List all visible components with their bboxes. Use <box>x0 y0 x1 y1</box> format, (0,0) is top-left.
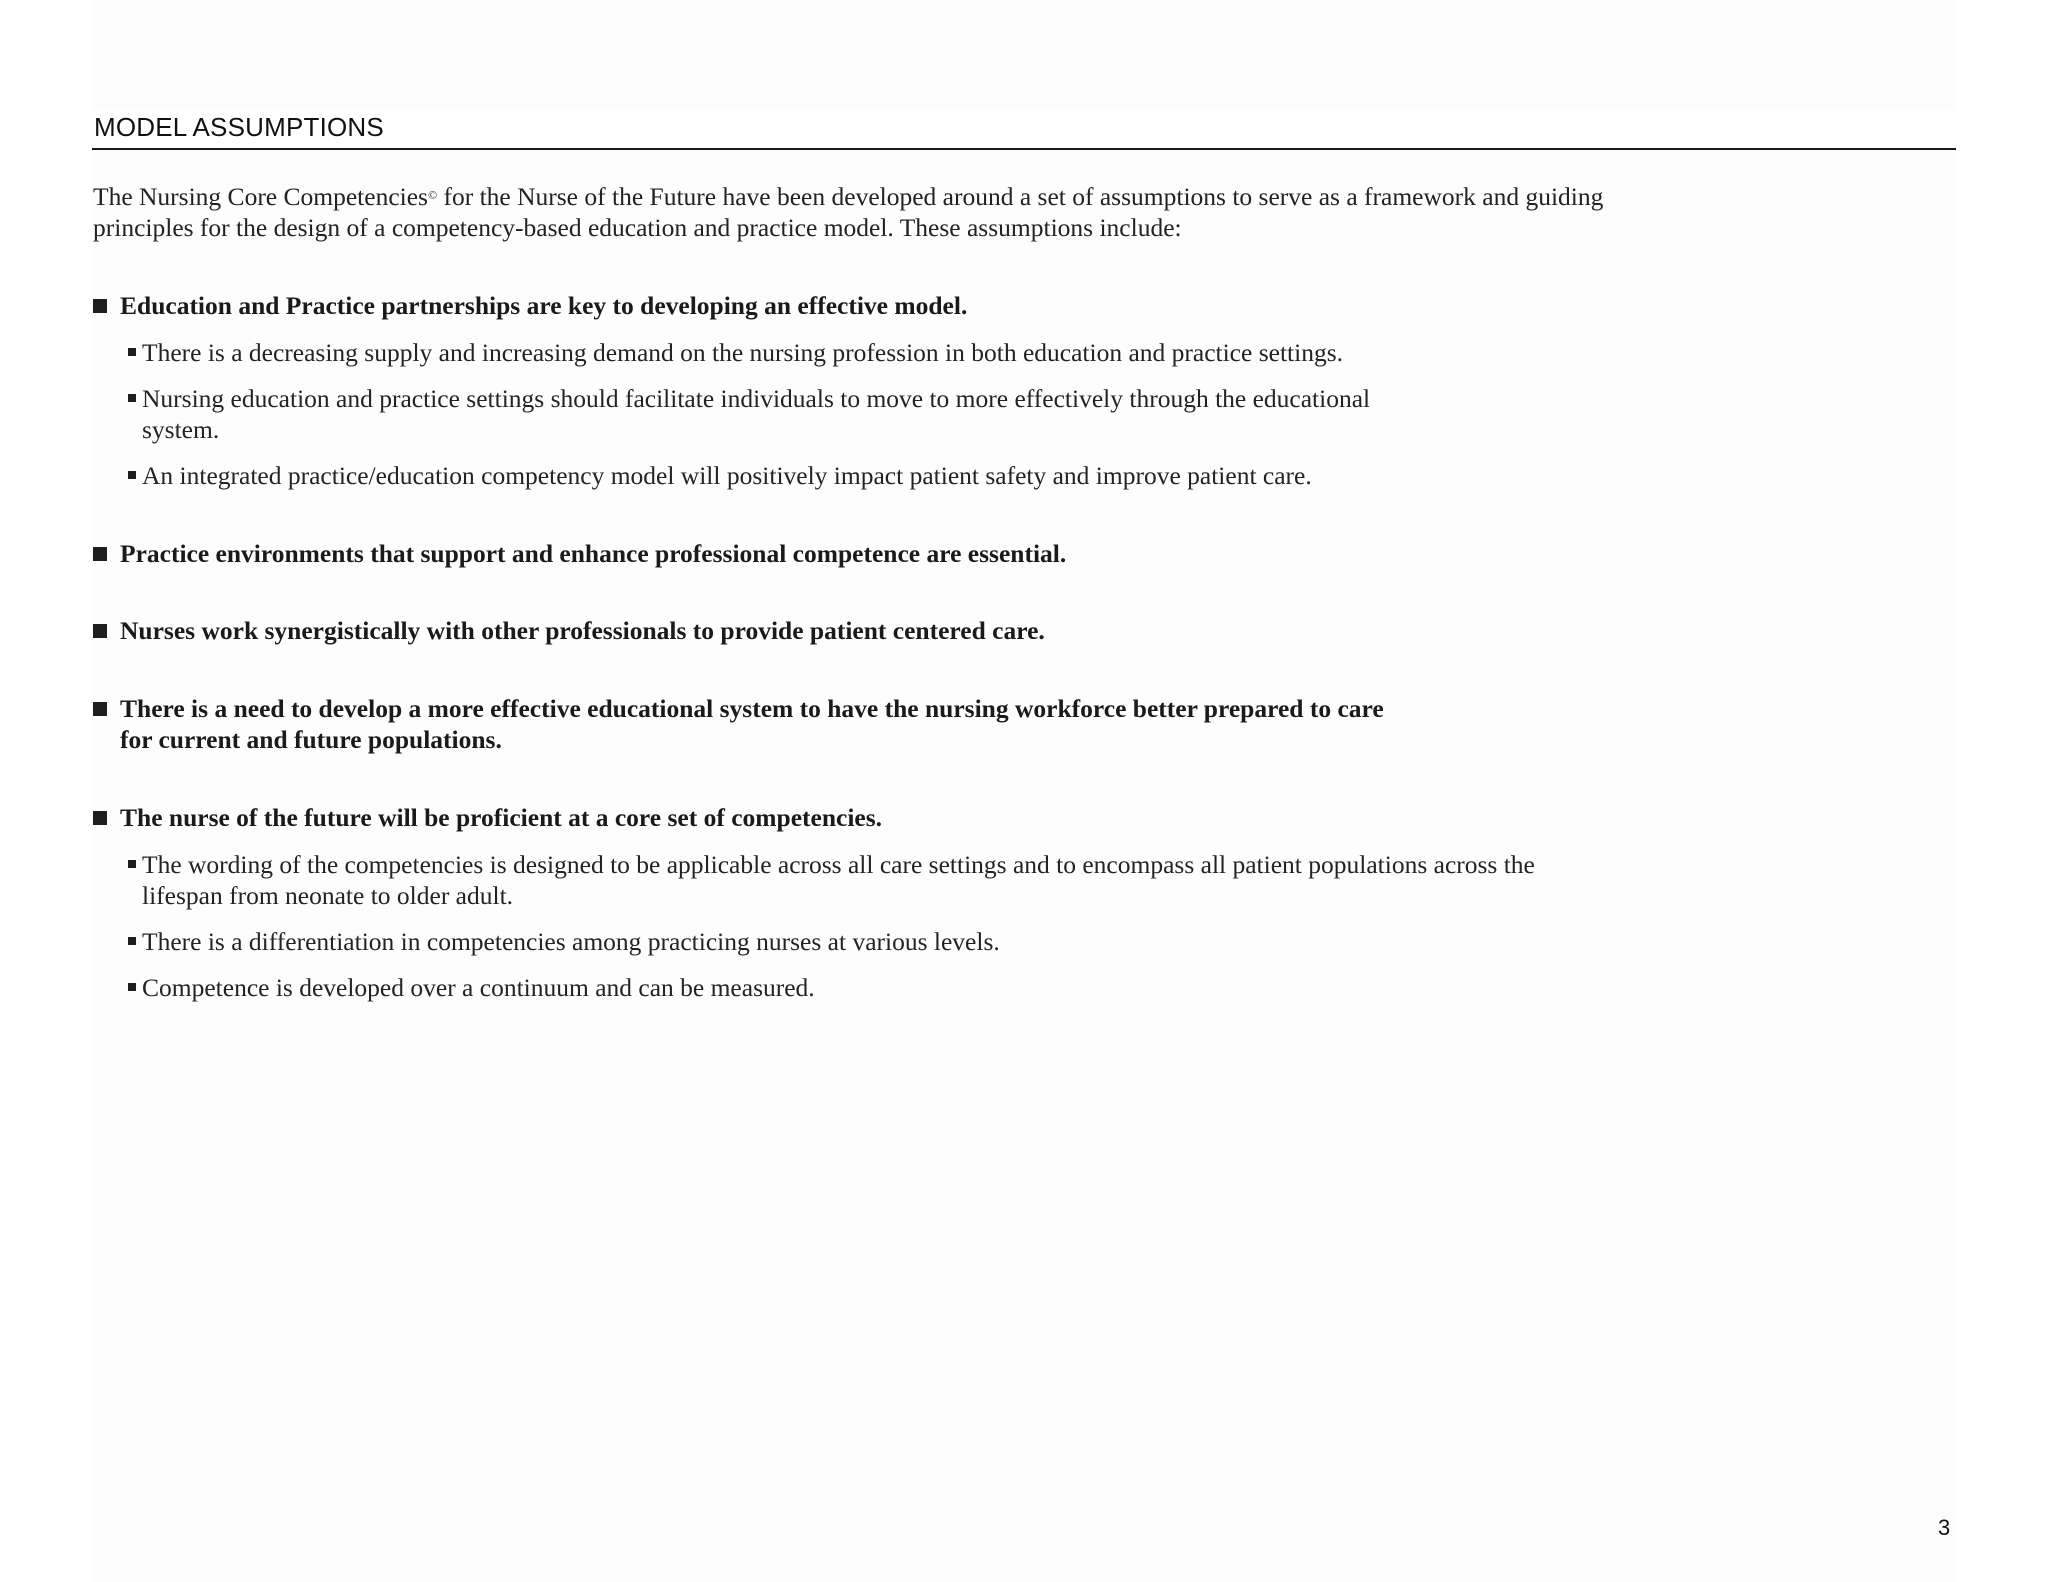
square-bullet-icon <box>93 624 107 638</box>
intro-text-start: The Nursing Core Competencies <box>93 182 428 211</box>
square-bullet-icon <box>93 299 107 313</box>
small-square-bullet-icon <box>128 348 136 356</box>
assumption-text: Practice environments that support and enhance professional competence are essential. <box>120 539 1067 568</box>
small-square-bullet-icon <box>128 983 136 991</box>
assumption-text: There is a need to develop a more effective educational system to have the nursing workforce better prepared to care for current and future populations. <box>120 694 1384 754</box>
sub-assumption-text: An integrated practice/education competency model will positively impact patient safety and improve patient care. <box>142 461 1312 490</box>
page-number: 3 <box>1938 1515 1951 1540</box>
section-header <box>92 110 1956 150</box>
sub-assumption-text: Competence is developed over a continuum and can be measured. <box>142 973 815 1002</box>
small-square-bullet-icon <box>128 394 136 402</box>
assumption-text: The nurse of the future will be proficient at a core set of competencies. <box>120 803 883 832</box>
intro-text-rest: for the Nurse of the Future have been developed around a set of assumptions to serve as a framework and guiding principles for the design of a competency-based education and practice model. These assumptions include: <box>93 182 1604 242</box>
assumption-text: Education and Practice partnerships are key to developing an effective model. <box>120 291 968 320</box>
sub-assumption-text: There is a differentiation in competencies among practicing nurses at various levels. <box>142 927 1000 956</box>
sub-assumption-text: Nursing education and practice settings should facilitate individuals to move to more effectively through the educational system. <box>142 384 1371 444</box>
intro-paragraph <box>93 180 1653 243</box>
small-square-bullet-icon <box>128 471 136 479</box>
sub-assumption-text: There is a decreasing supply and increasing demand on the nursing profession in both education and practice settings. <box>142 338 1343 367</box>
sub-assumption-text: The wording of the competencies is designed to be applicable across all care settings and to encompass all patient populations across the lifespan from neonate to older adult. <box>142 850 1535 910</box>
copyright-mark: © <box>427 188 438 202</box>
small-square-bullet-icon <box>128 937 136 945</box>
square-bullet-icon <box>93 547 107 561</box>
square-bullet-icon <box>93 702 107 716</box>
small-square-bullet-icon <box>128 860 136 868</box>
square-bullet-icon <box>93 811 107 825</box>
section-title: MODEL ASSUMPTIONS <box>94 112 384 142</box>
assumption-text: Nurses work synergistically with other professionals to provide patient centered care. <box>120 616 1045 645</box>
